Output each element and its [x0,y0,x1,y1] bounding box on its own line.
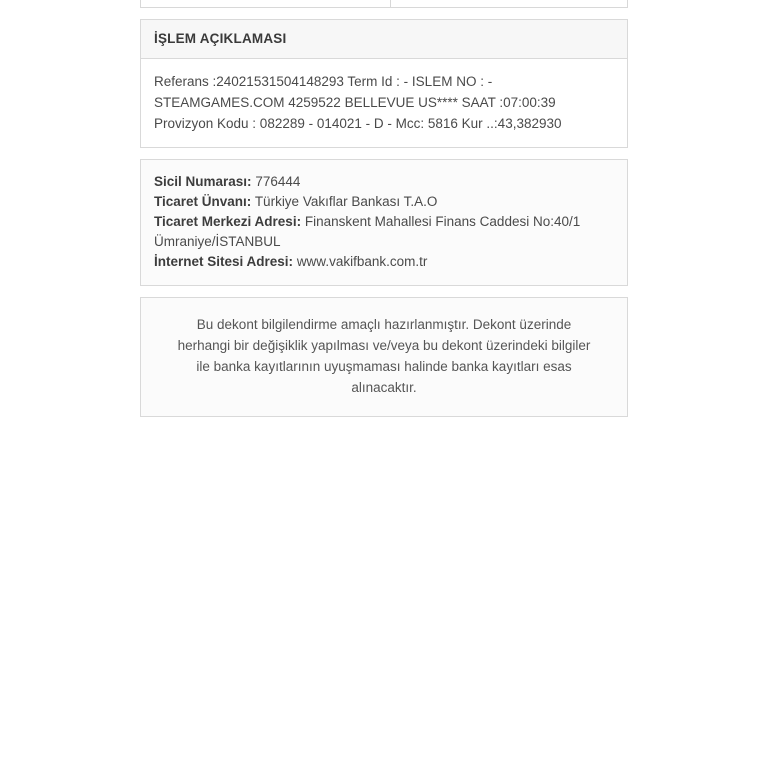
company-info-row [154,252,614,272]
company-info-row [154,172,614,192]
company-info-label: Ticaret Ünvanı: [154,194,252,209]
company-info-card [140,159,628,286]
previous-section-stub [140,0,628,8]
disclaimer-text: Bu dekont bilgilendirme amaçlı hazırlanmıştır. Dekont üzerinde herhangi bir değişiklik yapılması ve/veya bu dekont üzerindeki bilgiler ile banka kayıtlarının uyuşmaması halinde banka kayıtları esas alınacaktır. [177,317,591,395]
transaction-description-body [141,59,627,147]
disclaimer-card [140,297,628,417]
company-info-row [154,212,614,252]
company-info-body [141,160,627,285]
company-info-value: 776444 [255,174,301,189]
company-info-label: Ticaret Merkezi Adresi: [154,214,302,229]
company-info-label: Sicil Numarası: [154,174,252,189]
document-body [140,0,628,417]
transaction-description-line-3: Provizyon Kodu : 082289 - 014021 - D - Mcc: 5816 Kur ..:43,382930 [154,116,562,131]
company-info-label: İnternet Sitesi Adresi: [154,254,294,269]
company-website-value[interactable]: www.vakifbank.com.tr [296,254,428,269]
company-info-value: Finanskent Mahallesi Finans Caddesi No:40/1 Ümraniye/İSTANBUL [154,214,581,249]
previous-section-stub-right [391,0,627,7]
transaction-description-line-1: Referans :24021531504148293 Term Id : - ISLEM NO : - [154,74,493,89]
company-info-value: Türkiye Vakıflar Bankası T.A.O [254,194,438,209]
previous-section-stub-left [141,0,391,7]
transaction-description-line-2: STEAMGAMES.COM 4259522 BELLEVUE US**** SAAT :07:00:39 [154,95,556,110]
transaction-description-title: İŞLEM AÇIKLAMASI [141,20,627,59]
company-info-row [154,192,614,212]
transaction-description-card [140,19,628,148]
